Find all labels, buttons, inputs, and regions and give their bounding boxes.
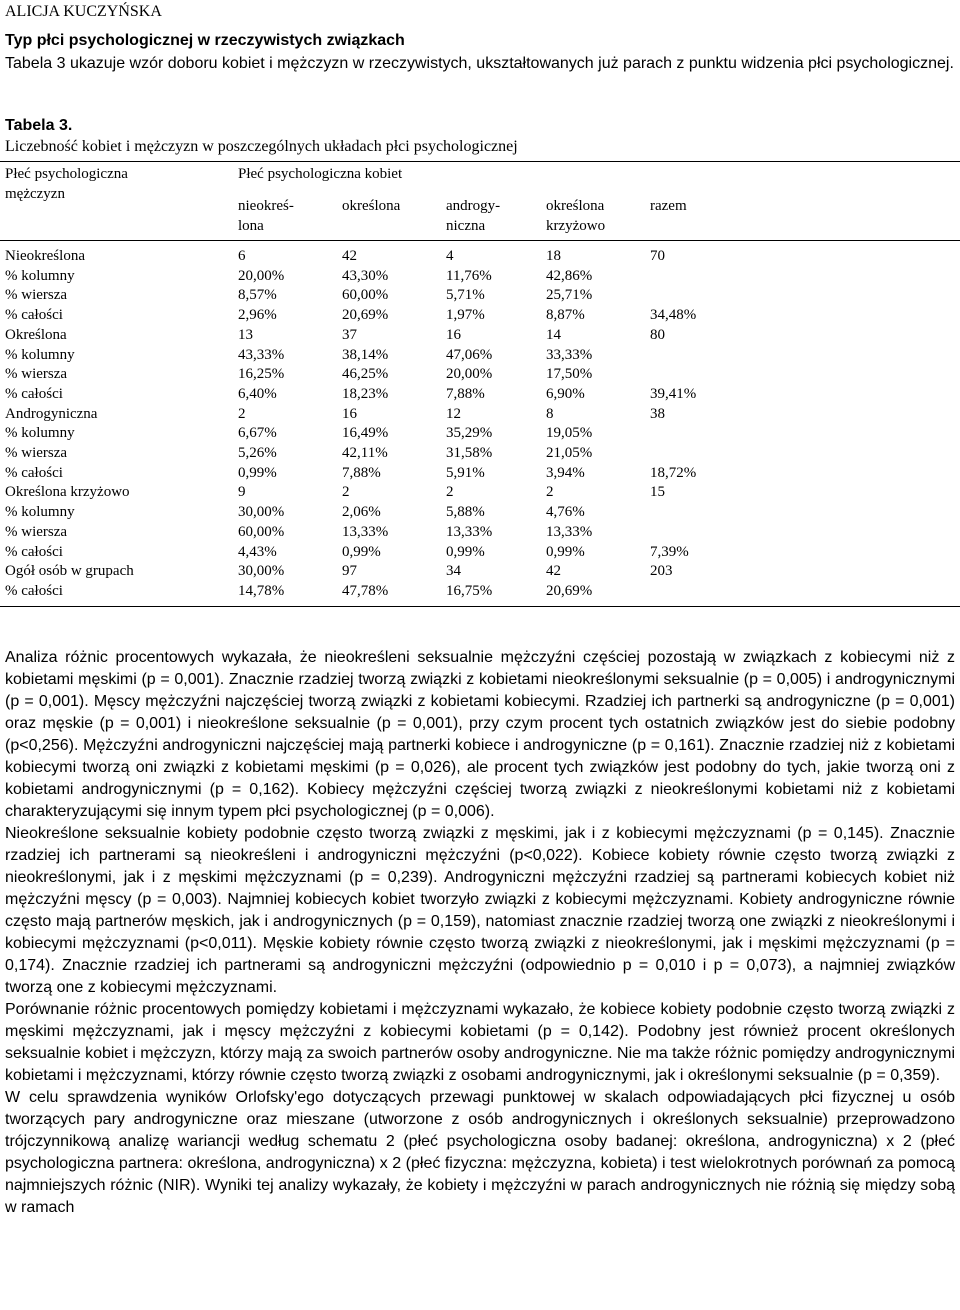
row-label: % wiersza: [5, 523, 68, 540]
row-label: % kolumny: [5, 346, 75, 363]
table-cell: 30,00%: [238, 504, 285, 521]
row-header-line2: mężczyzn: [5, 186, 65, 202]
table-cell: 20,69%: [546, 582, 593, 599]
table-row: [0, 443, 960, 463]
table-row: [0, 502, 960, 522]
table-cell: 18: [546, 248, 561, 264]
table-cell: 7,39%: [650, 543, 689, 560]
row-label: % wiersza: [5, 366, 68, 383]
table-cell: 13,33%: [342, 523, 389, 540]
table-cell: 5,88%: [446, 504, 485, 521]
table-cell: 16,25%: [238, 366, 285, 383]
table-cell: 25,71%: [546, 287, 593, 304]
table-cell: 97: [342, 563, 357, 580]
row-label: % kolumny: [5, 425, 75, 442]
row-label: % wiersza: [5, 287, 68, 304]
table-cell: 5,71%: [446, 287, 485, 304]
table-cell: 19,05%: [546, 425, 593, 442]
table-cell: 11,76%: [446, 267, 492, 284]
row-label: % całości: [5, 464, 63, 481]
table-cell: 33,33%: [546, 346, 593, 363]
col-header-androgyniczna-l1: androgy-: [446, 198, 501, 214]
row-label: % kolumny: [5, 267, 75, 284]
table-cell: 21,05%: [546, 445, 593, 461]
table-cell: 15: [650, 484, 665, 501]
table-cell: 203: [650, 563, 673, 580]
table-cell: 2,96%: [238, 307, 277, 324]
table-cell: 2: [546, 484, 554, 501]
table-cell: 1,97%: [446, 307, 485, 324]
table-cell: 7,88%: [446, 385, 485, 402]
table-cell: 42,86%: [546, 267, 593, 284]
table-cell: 20,69%: [342, 307, 389, 324]
col-header-nieokreslona-l1: nieokreś-: [238, 198, 294, 214]
row-label: % całości: [5, 543, 63, 560]
table-cell: 47,06%: [446, 346, 493, 363]
paragraph: Porównanie różnic procentowych pomiędzy kobietami i mężczyznami wykazało, że kobiece kobiety podobnie często tworzą związki z męskimi mężczyznami, jak i męscy mężczyźni z kobiecymi kobietami (p = 0,142). Podobny jest również procent określonych seksualnie kobiet i mężczyzn, którzy mają za swoich partnerów osoby androgyniczne. Nie ma także różnic pomiędzy androgynicznymi kobietami i mężczyznami, którzy równie często tworzą związki z osobami androgynicznymi, jak i określonymi seksualnie (p = 0,359).: [5, 1001, 955, 1084]
table-cell: 8: [546, 405, 554, 422]
table-cell: 9: [238, 484, 246, 501]
table-cell: 5,91%: [446, 464, 485, 481]
table-row: [0, 285, 960, 305]
table-row: [0, 581, 960, 601]
table-cell: 17,50%: [546, 366, 593, 383]
body-text: [5, 647, 955, 1219]
row-label: Nieokreślona: [5, 248, 85, 264]
table-cell: 31,58%: [446, 445, 493, 461]
table-row: [0, 325, 960, 345]
table-cell: 39,41%: [650, 385, 697, 402]
table-cell: 35,29%: [446, 425, 493, 442]
col-header-krzyzowo-l2: krzyżowo: [546, 218, 606, 234]
table-cell: 6,40%: [238, 385, 277, 402]
table-cell: 0,99%: [446, 543, 485, 560]
table-bottom-rule: [0, 606, 960, 607]
table-row: [0, 266, 960, 286]
table-cell: 42: [546, 563, 561, 580]
table-cell: 2: [342, 484, 350, 501]
table-cell: 8,57%: [238, 287, 277, 304]
table-cell: 34,48%: [650, 307, 697, 324]
table-cell: 30,00%: [238, 563, 285, 580]
table-row: [0, 384, 960, 404]
table-cell: 2: [238, 405, 246, 422]
table-row: [0, 364, 960, 384]
table-row: [0, 482, 960, 502]
table-cell: 60,00%: [342, 287, 389, 304]
table-row: [0, 305, 960, 325]
table-label: Tabela 3.: [5, 117, 73, 134]
row-label: Określona krzyżowo: [5, 484, 130, 501]
table-cell: 18,72%: [650, 464, 697, 481]
col-header-nieokreslona-l2: lona: [238, 218, 264, 234]
paragraph: Nieokreślone seksualnie kobiety podobnie często tworzą związki z męskimi, jak i z kobiecymi mężczyznami (p = 0,145). Znacznie rzadziej ich partnerami są nieokreśleni i androgyniczni mężczyźni (p<0,022). Kobiece kobiety równie często tworzą związki z nieokreślonymi, jak i z męskimi mężczyznami (p = 0,239). Androgyniczni mężczyźni rzadziej są partnerami kobiecych kobiet niż mężczyźni męscy (p = 0,003). Najmniej kobiecych kobiet tworzyło związki z kobiecymi mężczyznami. Kobiety androgyniczne równie często mają partnerów męskich, jak i androgynicznych (p = 0,159), natomiast znacznie rzadziej tworzą one związki z nieokreślonymi i kobiecymi mężczyznami (p<0,011). Męskie kobiety równie często tworzą związki z nieokreślonymi, jak i męskimi mężczyznami (p = 0,174). Znacznie rzadziej ich partnerami są androgyniczni mężczyźni (odpowiednio p = 0,010 i p = 0,073), a najmniej związków tworzą one z kobiecymi mężczyznami.: [5, 825, 955, 996]
table-row: [0, 542, 960, 562]
table-cell: 4,76%: [546, 504, 585, 521]
table-cell: 0,99%: [546, 543, 585, 560]
table-row: [0, 522, 960, 542]
table-row: [0, 561, 960, 581]
table-cell: 16: [342, 405, 357, 422]
table-cell: 37: [342, 326, 357, 343]
table-cell: 2,06%: [342, 504, 381, 521]
row-label: Androgyniczna: [5, 405, 98, 422]
table-row: [0, 246, 960, 266]
col-header-razem: razem: [650, 198, 687, 214]
paragraph: W celu sprawdzenia wyników Orlofsky'ego dotyczących przewagi punktowej w skalach odpowiadających płci fizycznej u osób tworzących pary androgyniczne oraz mieszane (utworzone z osób androgynicznych i określonych seksualnie) przeprowadzono trójczynnikową analizę wariancji według schematu 2 (płeć psychologiczna osoby badanej: określona, androgyniczna) x 2 (płeć psychologiczna partnera: określona, androgyniczna) x 2 (płeć fizyczna: mężczyzna, kobieta) i test wielokrotnych porównań za pomocą najmniejszych różnic (NIR). Wyniki tej analizy wykazały, że kobiety i mężczyźni w parach androgynicznych nie różnią się między sobą w ramach: [5, 1089, 955, 1216]
table-cell: 43,30%: [342, 267, 389, 284]
table-cell: 20,00%: [238, 267, 285, 284]
table-header-rule: [0, 240, 960, 241]
table-row: [0, 423, 960, 443]
table-cell: 38: [650, 405, 665, 422]
row-label: Określona: [5, 326, 67, 343]
col-header-krzyzowo-l1: określona: [546, 198, 605, 214]
table-cell: 42,11%: [342, 445, 388, 461]
table-cell: 16: [446, 326, 461, 343]
table-cell: 34: [446, 563, 461, 580]
col-header-androgyniczna-l2: niczna: [446, 218, 486, 234]
table-cell: 42: [342, 248, 357, 264]
row-label: % całości: [5, 385, 63, 402]
table-cell: 18,23%: [342, 385, 389, 402]
row-label: % całości: [5, 582, 63, 599]
table-cell: 13,33%: [446, 523, 493, 540]
table-caption: Liczebność kobiet i mężczyzn w poszczególnych układach płci psychologicznej: [5, 138, 518, 155]
table-cell: 38,14%: [342, 346, 389, 363]
table-cell: 4: [446, 248, 454, 264]
table-cell: 16,75%: [446, 582, 493, 599]
table-cell: 14: [546, 326, 561, 343]
table-row: [0, 345, 960, 365]
table-cell: 3,94%: [546, 464, 585, 481]
paragraph: Analiza różnic procentowych wykazała, że nieokreśleni seksualnie mężczyźni częściej pozostają w związkach z kobiecymi niż z kobietami męskimi (p = 0,001). Znacznie rzadziej tworzą związki z kobietami nieokreślonymi seksualnie (p = 0,005) i androgynicznymi (p = 0,001). Męscy mężczyźni najczęściej tworzą związki z kobietami kobiecymi. Rzadziej ich partnerki są androgyniczne (p = 0,001) oraz męskie (p = 0,001) i nieokreślone seksualnie (p = 0,001), przy czym procent tych ostatnich związków jest do siebie podobny (p<0,256). Mężczyźni androgyniczni najczęściej mają partnerki kobiece i androgyniczne (p = 0,161). Znacznie rzadziej niż z kobietami kobiecymi tworzą oni związki z kobietami męskimi (p = 0,026), ale procent tych związków jest podobny do tych, jakie tworzą oni z kobietami androgynicznymi (p = 0,162). Kobiecy mężczyźni częściej tworzą związki z nieokreślonymi kobietami niż z kobietami charakteryzującymi się innym typem płci psychologicznej (p = 0,006).: [5, 649, 955, 820]
table-cell: 6,90%: [546, 385, 585, 402]
table-cell: 70: [650, 248, 665, 264]
row-label: % wiersza: [5, 445, 68, 461]
table-cell: 6,67%: [238, 425, 277, 442]
table-cell: 13,33%: [546, 523, 593, 540]
col-header-okreslona: określona: [342, 198, 401, 214]
table-cell: 8,87%: [546, 307, 585, 324]
row-label: Ogół osób w grupach: [5, 563, 134, 580]
table-cell: 4,43%: [238, 543, 277, 560]
table-cell: 20,00%: [446, 366, 493, 383]
table-cell: 7,88%: [342, 464, 381, 481]
row-label: % całości: [5, 307, 63, 324]
section-title: Typ płci psychologicznej w rzeczywistych związkach: [5, 32, 405, 49]
row-header-line1: Płeć psychologiczna: [5, 166, 128, 182]
running-header: ALICJA KUCZYŃSKA: [5, 3, 162, 20]
table-cell: 14,78%: [238, 582, 285, 599]
column-group-header: Płeć psychologiczna kobiet: [238, 166, 403, 182]
row-label: % kolumny: [5, 504, 75, 521]
table-cell: 43,33%: [238, 346, 285, 363]
table-cell: 13: [238, 326, 253, 343]
table-top-rule: [0, 161, 960, 162]
table-row: [0, 463, 960, 483]
table-cell: 46,25%: [342, 366, 389, 383]
table-cell: 47,78%: [342, 582, 389, 599]
table-cell: 6: [238, 248, 246, 264]
table-cell: 0,99%: [342, 543, 381, 560]
table-cell: 5,26%: [238, 445, 277, 461]
table-cell: 12: [446, 405, 461, 422]
table-cell: 2: [446, 484, 454, 501]
table-cell: 16,49%: [342, 425, 389, 442]
intro-paragraph: Tabela 3 ukazuje wzór doboru kobiet i mężczyzn w rzeczywistych, ukształtowanych już parach z punktu widzenia płci psychologicznej.: [5, 55, 954, 72]
table-cell: 80: [650, 326, 665, 343]
table-row: [0, 404, 960, 424]
table-cell: 0,99%: [238, 464, 277, 481]
table-cell: 60,00%: [238, 523, 285, 540]
